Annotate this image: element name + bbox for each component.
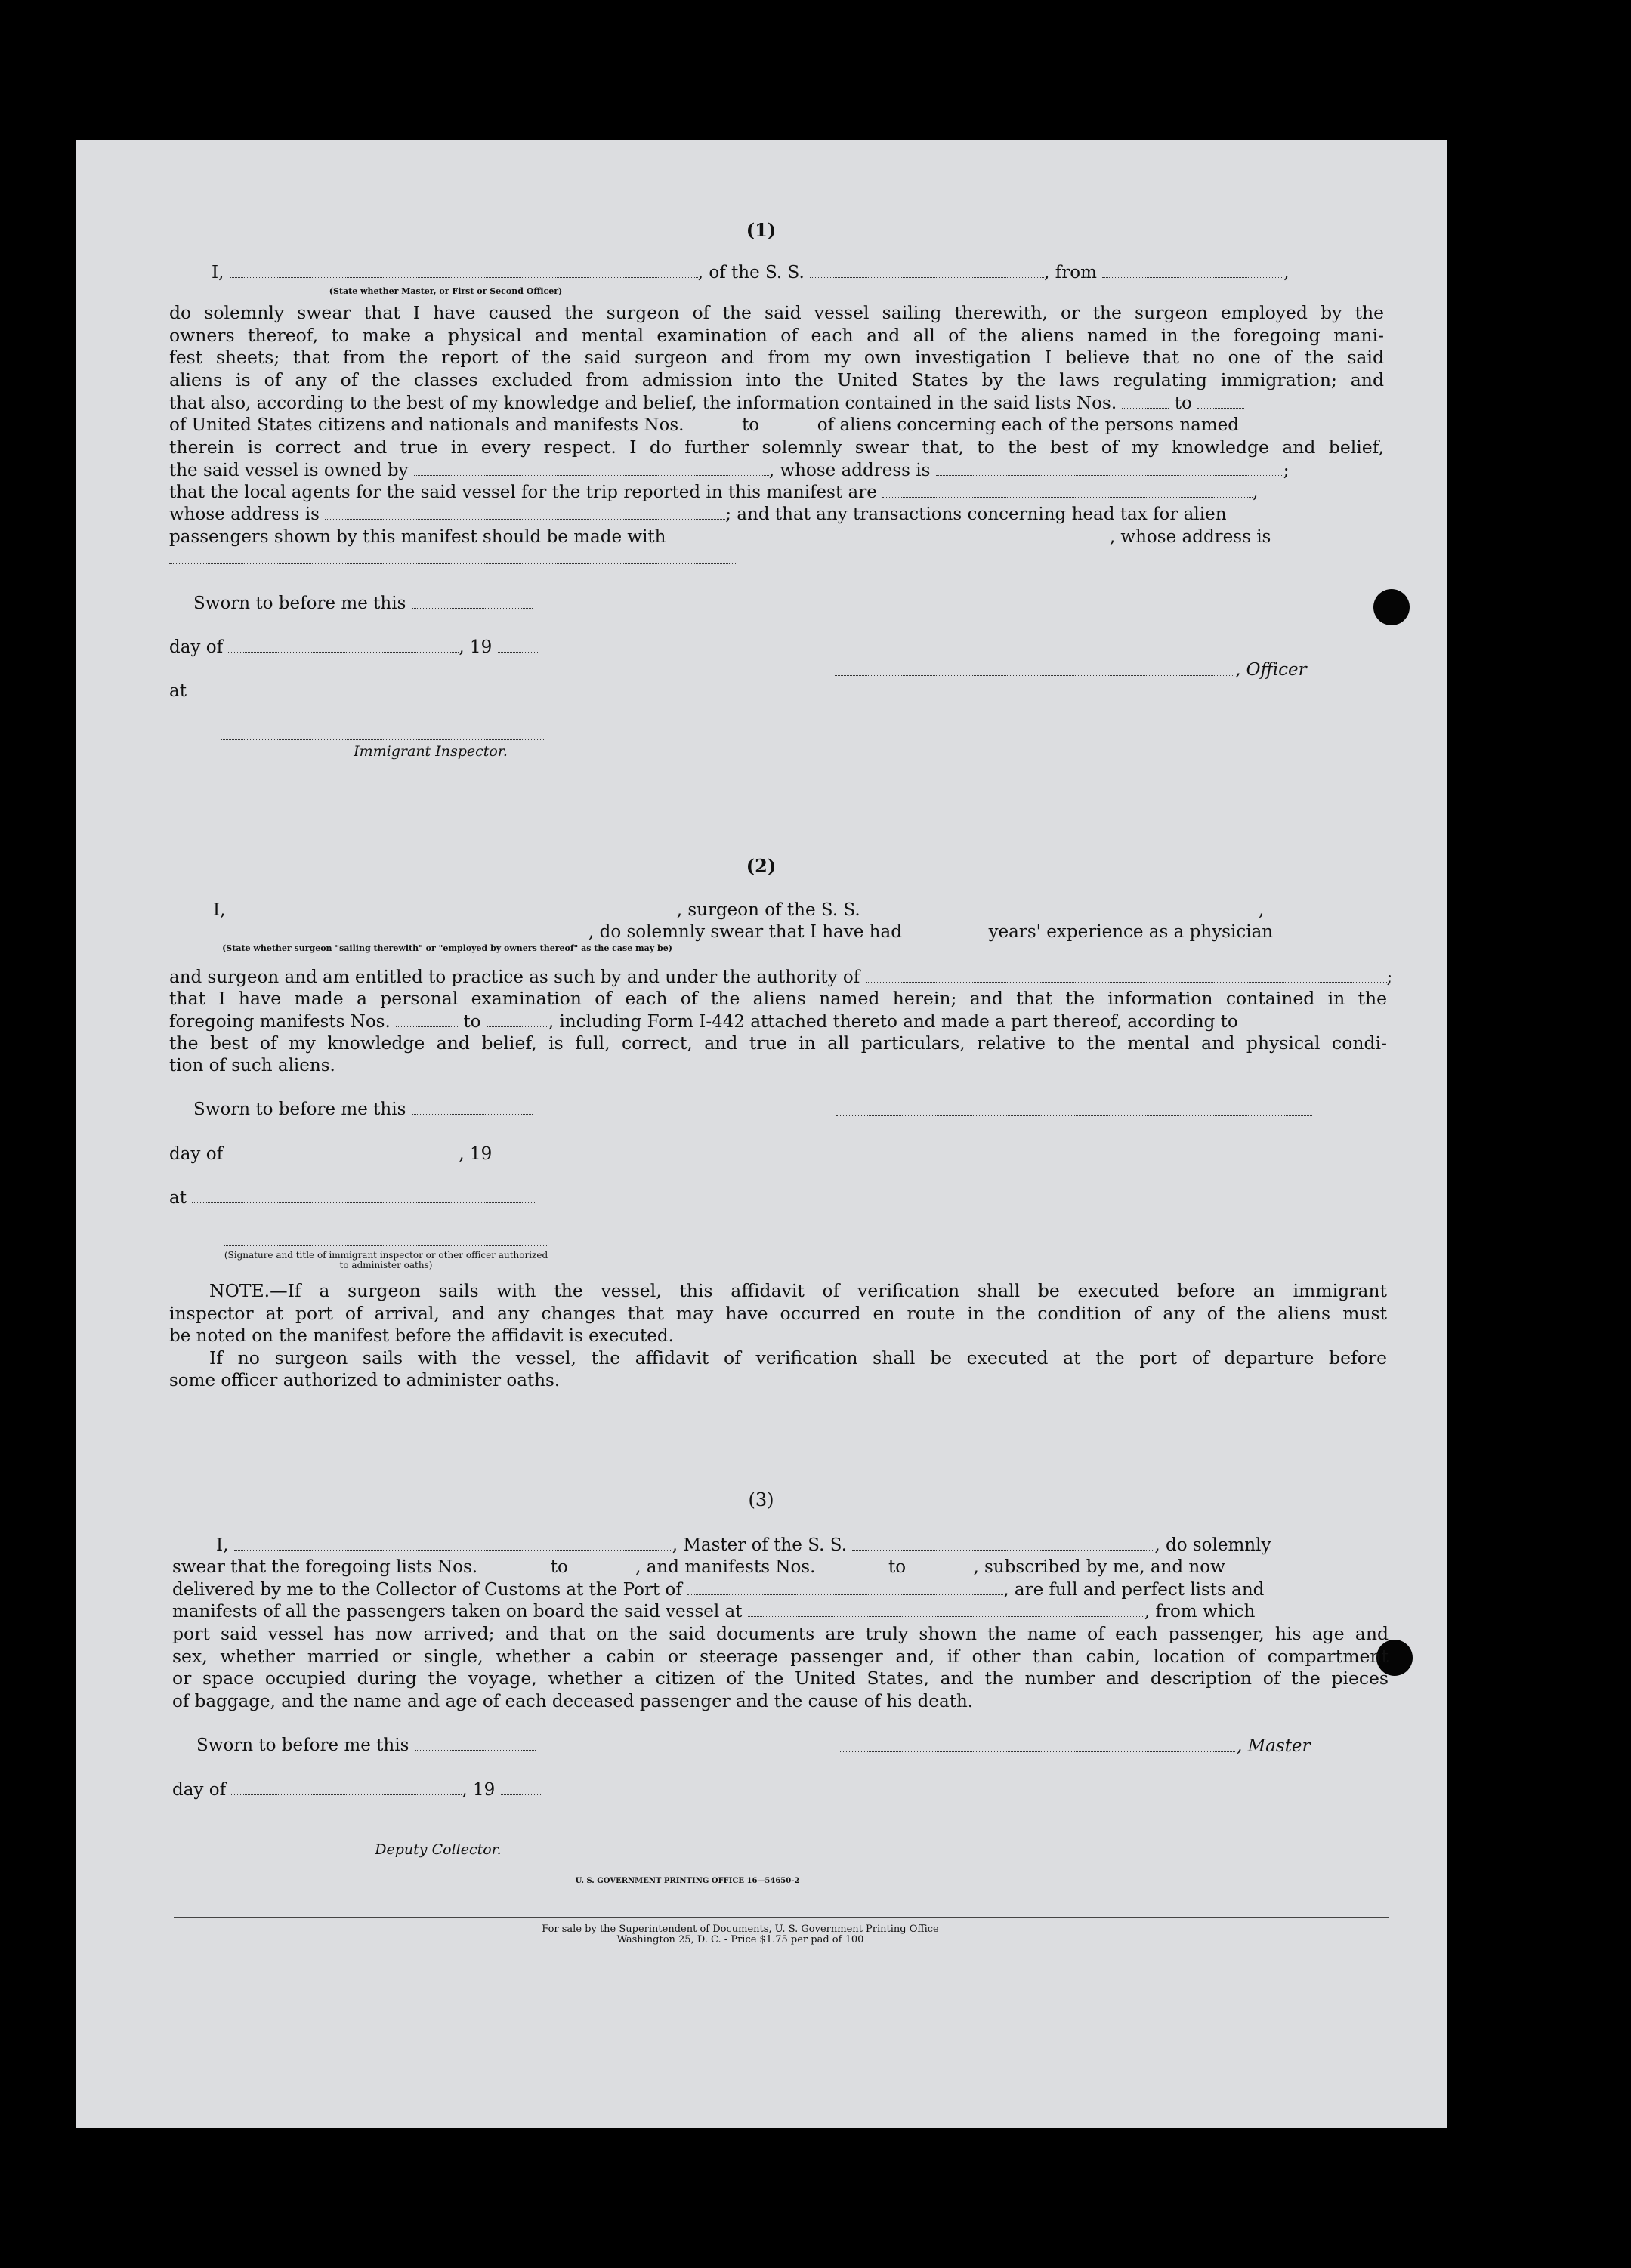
port-field[interactable] [687, 1581, 1003, 1595]
surgeon-manifests-from-field[interactable] [396, 1013, 458, 1027]
signature-caption: (Signature and title of immigrant inspector or other officer authorized to administer oaths) [224, 1250, 548, 1270]
declarant-line: I, , of the S. S. , from , [212, 263, 1290, 282]
sworn-date-field[interactable] [412, 594, 533, 609]
local-agents-field[interactable] [882, 483, 1253, 498]
surgeon-status-field[interactable] [169, 923, 588, 937]
years-experience-field[interactable] [907, 923, 983, 937]
section-heading: (3) [748, 1489, 774, 1510]
agents-address-field[interactable] [325, 505, 725, 520]
head-tax-address-field[interactable] [169, 563, 736, 564]
year-field[interactable] [501, 1781, 542, 1795]
owner-field[interactable] [414, 461, 769, 476]
day-of-month-field[interactable] [231, 1781, 462, 1795]
inspector-signature-line[interactable] [221, 739, 545, 740]
authority-field[interactable] [866, 968, 1387, 983]
year-field[interactable] [498, 1145, 539, 1159]
section-heading: (1) [746, 219, 777, 241]
manifests-to-field[interactable] [911, 1558, 973, 1572]
sale-notice-line-1: For sale by the Superintendent of Documents, U. S. Government Printing Office [542, 1924, 939, 1935]
surgeon-manifests-to-field[interactable] [487, 1013, 548, 1027]
year-field[interactable] [498, 638, 539, 653]
surgeon-name-field[interactable] [231, 901, 677, 915]
sworn-date-field[interactable] [415, 1736, 536, 1751]
at-place-field[interactable] [192, 682, 536, 696]
gpo-imprint: U. S. GOVERNMENT PRINTING OFFICE 16—54650-2 [575, 1877, 800, 1885]
master-name-field[interactable] [234, 1536, 672, 1551]
day-of-month-field[interactable] [228, 1145, 459, 1159]
at-place-field[interactable] [192, 1189, 536, 1203]
footer-rule [174, 1917, 1389, 1918]
day-of-month-field[interactable] [228, 638, 459, 653]
lists-to-field[interactable] [573, 1558, 635, 1572]
deputy-caption: Deputy Collector. [375, 1841, 502, 1858]
sworn-date-field[interactable] [412, 1100, 533, 1115]
master-name-field[interactable] [230, 264, 698, 278]
oath-text: do solemnly swear that I have caused the surgeon of the said vessel sailing therewith, or the surgeon employed by the owners thereof, to make a physical and mental examination of each and all of the aliens named in the foregoing mani- fest sheets; that from the report of the said surgeon and from my own investigation I believe that no one of the said aliens is of any of the classes excluded from admission into the United States by the laws regulating immigration; and [169, 302, 1384, 391]
manifests-from-field[interactable] [821, 1558, 883, 1572]
master-caption: (State whether Master, or First or Second Officer) [329, 286, 563, 296]
officer-label: , Officer [1235, 660, 1307, 680]
master-signature-line[interactable] [839, 1751, 1235, 1752]
lists-from-field[interactable] [483, 1558, 545, 1572]
surgeon-caption: (State whether surgeon "sailing therewith" or "employed by owners thereof" as the case may be) [222, 943, 672, 953]
head-tax-party-field[interactable] [672, 528, 1110, 542]
note-text: NOTE.—If a surgeon sails with the vessel, this affidavit of verification shall be executed before an immigrant inspector at port of arrival, and any changes that may have occurred en route in the condition of any of the aliens must [169, 1280, 1387, 1324]
owner-address-field[interactable] [936, 461, 1283, 476]
vessel-name-field[interactable] [810, 264, 1044, 278]
boarding-port-field[interactable] [748, 1603, 1144, 1617]
vessel-name-field[interactable] [852, 1536, 1154, 1551]
sale-notice-line-2: Washington 25, D. C. - Price $1.75 per pad of 100 [616, 1934, 864, 1946]
lists-to-field[interactable] [1197, 394, 1244, 409]
surgeon-signature-line[interactable] [836, 1115, 1312, 1116]
master-label: , Master [1237, 1736, 1311, 1756]
inspector-caption: Immigrant Inspector. [354, 743, 508, 760]
manifest-to-field[interactable] [765, 416, 811, 430]
from-port-field[interactable] [1102, 264, 1283, 278]
official-signature-line[interactable] [224, 1245, 548, 1246]
officer-signature-line-2[interactable] [835, 675, 1233, 676]
surgeon-vessel-field[interactable] [866, 901, 1259, 915]
section-heading: (2) [746, 855, 777, 877]
punch-hole [1373, 589, 1410, 625]
form-page: (1) I, , of the S. S. , from , (State whether Master, or First or Second Officer) do solemnly swear that I have caused the surgeon of the said vessel sailing therewith, or the surgeon employed by the owners thereof, to make a physical and mental examination of each and all of the aliens named in the foregoing mani- fest sheets; that from the report of the said surgeon and from my own investigation I believe that no one of the said aliens is of any of the classes excluded from admission into the United States by the laws regulating immigration; and that also, according to the best of my knowledge and belief, the information contained in the said lists Nos. to of United States citizens and nationals and manifests Nos. to of aliens concerning each of the persons named therein is correct and true in every respect. I do further solemnly swear that, to the best of my knowledge and belief, the said vessel is owned by , whose address is ; that the local agents for the said vessel for the trip reported in this manifest are , whose address is ; and that any transactions concerning head tax for alien passengers shown by this manifest should be made with , whose address is Sworn to before me this day of , 19 , Officer at Immigrant Inspector. (2) I, , surgeon of the S. S. , , do solemnly swear that I have had years' experience as a physician (State whether surgeon "sailing therewith" or "employed by owners thereof" as the case may be) and surgeon and am entitled to practice as such by and under the authority of ; that I have made a personal examination of each of the aliens named herein; and that the information contained in the foregoing manifests Nos. to , including Form I-442 attached thereto and made a part thereof, according to the best of my knowledge and belief, is full, correct, and true in all particulars, relative to the mental and physical condi- tion of such aliens. Sworn to before me this day of , 19 at (Signature and title of immigrant inspector or other officer authorized to administer oaths) NOTE.—If a surgeon sails with the vessel, this affidavit of verification shall be executed before an immigrant inspector at port of arrival, and any changes that may have occurred en route in the condition of any of the aliens must be noted on the manifest before the affidavit is executed. If no surgeon sails with the vessel, the affidavit of verification shall be executed at the port of departure before some officer authorized to administer oaths. (3) I, , Master of the S. S. , do solemnly swear that the foregoing lists Nos. to , and manifests Nos. to , subscribed by me, and now delivered by me to the Collector of Customs at the Port of , are full and perfect lists and manifests of all the passengers taken on board the said vessel at , from which port said vessel has now arrived; and that on the said documents are truly shown the name of each passenger, his age and sex, whether married or single, whether a cabin or steerage passenger and, if other than cabin, location of compartment or space occupied during the voyage, whether a citizen of the United States, and the number and description of the pieces of baggage, and the name and age of each deceased passenger and the cause of his death. Sworn to before me this , Master day of , 19 Deputy Collector. U. S. GOVERNMENT PRINTING OFFICE 16—54650-2 For sale by the Superintendent of Documents, U. S. Government Printing Office Washington 25, D. C. - Price $1.75 per pad of 100 [76, 140, 1447, 2128]
manifest-from-field[interactable] [690, 416, 737, 430]
lists-from-field[interactable] [1122, 394, 1169, 409]
